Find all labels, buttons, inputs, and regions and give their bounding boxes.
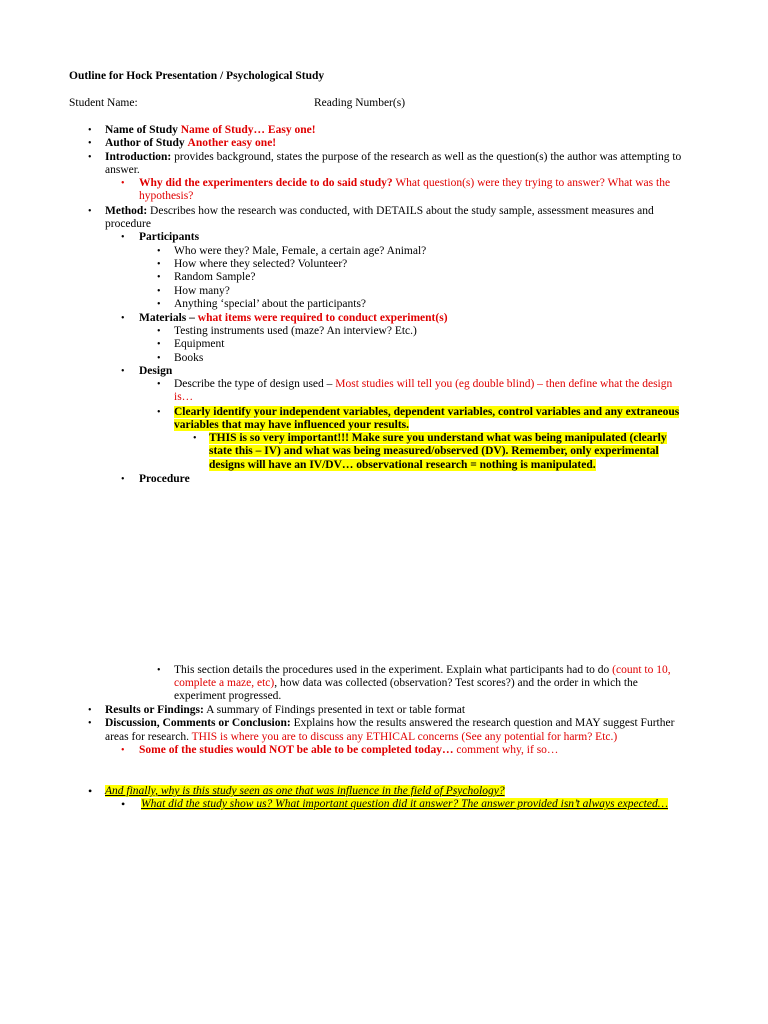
- finally-line: And finally, why is this study seen as one that was influence in the field of Psychology?: [105, 785, 505, 797]
- list-item: Anything ‘special’ about the participants?: [174, 298, 367, 310]
- bullet: •: [121, 797, 126, 811]
- bullet: •: [121, 178, 125, 189]
- introduction-text-line2: answer.: [105, 164, 140, 176]
- bullet: •: [157, 246, 161, 257]
- name-of-study-item: [105, 124, 316, 137]
- bullet: •: [157, 259, 161, 270]
- bullet: •: [157, 339, 161, 350]
- design-important-line2: state this – IV) and what was being measured/observed (DV). Remember, only experimental: [209, 445, 659, 457]
- bullet: •: [157, 326, 161, 337]
- student-name-label: Student Name:: [69, 97, 138, 109]
- design-describe-red: Most studies will tell you (eg double blind) – then define what the design: [335, 378, 673, 390]
- bullet: •: [121, 745, 125, 756]
- discussion-label: Discussion, Comments or Conclusion:: [105, 717, 291, 729]
- introduction-label: Introduction:: [105, 151, 172, 163]
- bullet: •: [88, 138, 92, 149]
- discussion-subpoint: Some of the studies would NOT be able to be completed today… comment why, if so…: [139, 744, 559, 756]
- bullet: •: [88, 718, 92, 729]
- bullet: •: [88, 206, 92, 217]
- bullet: •: [193, 433, 197, 444]
- design-important-line1: THIS is so very important!!! Make sure you understand what was being manipulated (clearly: [209, 432, 667, 444]
- finally-sub: What did the study show us? What important question did it answer? The answer provided isn’t always expected…: [141, 798, 668, 810]
- procedure-line1: This section details the procedures used in the experiment. Explain what participants had to do (count to 10,: [174, 664, 671, 676]
- reading-number-label: Reading Number(s): [314, 97, 406, 109]
- method-text-line2: procedure: [105, 218, 151, 230]
- results-item: [105, 704, 465, 717]
- bullet: •: [121, 366, 125, 377]
- method-text-line1: Describes how the research was conducted, with DETAILS about the study sample, assessment measures and: [147, 205, 654, 217]
- design-identify-line2: variables that may have influenced your results.: [174, 419, 410, 431]
- bullet: •: [88, 705, 92, 716]
- materials-label: Materials –: [139, 312, 198, 324]
- bullet: •: [121, 474, 125, 485]
- method-label: Method:: [105, 205, 148, 217]
- list-item: Books: [174, 352, 204, 364]
- bullet: •: [88, 784, 93, 798]
- bullet: •: [121, 232, 125, 243]
- document-title: Outline for Hock Presentation / Psychological Study: [69, 70, 325, 82]
- procedure-line2: complete a maze, etc), how data was collected (observation? Test scores?) and the order in which the: [174, 677, 638, 689]
- materials-note: what items were required to conduct experiment(s): [197, 312, 448, 324]
- discussion-item: [105, 717, 674, 730]
- bullet: •: [88, 152, 92, 163]
- author-of-study-note: Another easy one!: [187, 137, 277, 149]
- results-text: A summary of Findings presented in text or table format: [203, 704, 466, 716]
- introduction-sub-line2: hypothesis?: [139, 190, 194, 202]
- bullet: •: [157, 407, 161, 418]
- name-of-study-label: Name of Study: [105, 124, 178, 136]
- list-item: Random Sample?: [174, 271, 256, 283]
- design-describe-line2: is…: [174, 391, 194, 403]
- introduction-subquestion: [139, 177, 670, 190]
- list-item: How where they selected? Volunteer?: [174, 258, 348, 270]
- design-important-line3: designs will have an IV/DV… observational research = nothing is manipulated.: [209, 459, 596, 471]
- materials-item: [139, 312, 448, 325]
- bullet: •: [157, 665, 161, 676]
- method-item: [105, 205, 654, 218]
- bullet: •: [88, 125, 92, 136]
- name-of-study-note: Name of Study… Easy one!: [180, 124, 316, 136]
- bullet: •: [157, 272, 161, 283]
- bullet: •: [157, 379, 161, 390]
- procedure-label: Procedure: [139, 473, 190, 485]
- design-identify-line1: Clearly identify your independent variables, dependent variables, control variables and any extraneous: [174, 406, 680, 418]
- bullet: •: [157, 299, 161, 310]
- design-describe: [174, 378, 672, 391]
- introduction-item: [105, 151, 681, 164]
- bullet: •: [157, 353, 161, 364]
- introduction-sub-rest: What question(s) were they trying to answer? What was the: [392, 177, 671, 189]
- introduction-sub-bold: Why did the experimenters decide to do said study?: [139, 177, 393, 189]
- results-label: Results or Findings:: [105, 704, 204, 716]
- introduction-text-line1: provides background, states the purpose of the research as well as the question(s) the author was attempting to: [171, 151, 682, 163]
- author-of-study-label: Author of Study: [105, 137, 185, 149]
- design-describe-black: Describe the type of design used –: [174, 378, 336, 390]
- list-item: Who were they? Male, Female, a certain age? Animal?: [174, 245, 427, 257]
- author-of-study-item: [105, 137, 276, 150]
- list-item: How many?: [174, 285, 230, 297]
- discussion-line2: areas for research. THIS is where you are to discuss any ETHICAL concerns (See any potential for harm? Etc.): [105, 731, 618, 743]
- procedure-line3: experiment progressed.: [174, 690, 282, 702]
- participants-label: Participants: [139, 231, 200, 243]
- bullet: •: [121, 313, 125, 324]
- list-item: Equipment: [174, 338, 225, 350]
- design-label: Design: [139, 365, 173, 377]
- discussion-text-line1: Explains how the results answered the research question and MAY suggest Further: [290, 717, 675, 729]
- list-item: Testing instruments used (maze? An interview? Etc.): [174, 325, 417, 337]
- bullet: •: [157, 286, 161, 297]
